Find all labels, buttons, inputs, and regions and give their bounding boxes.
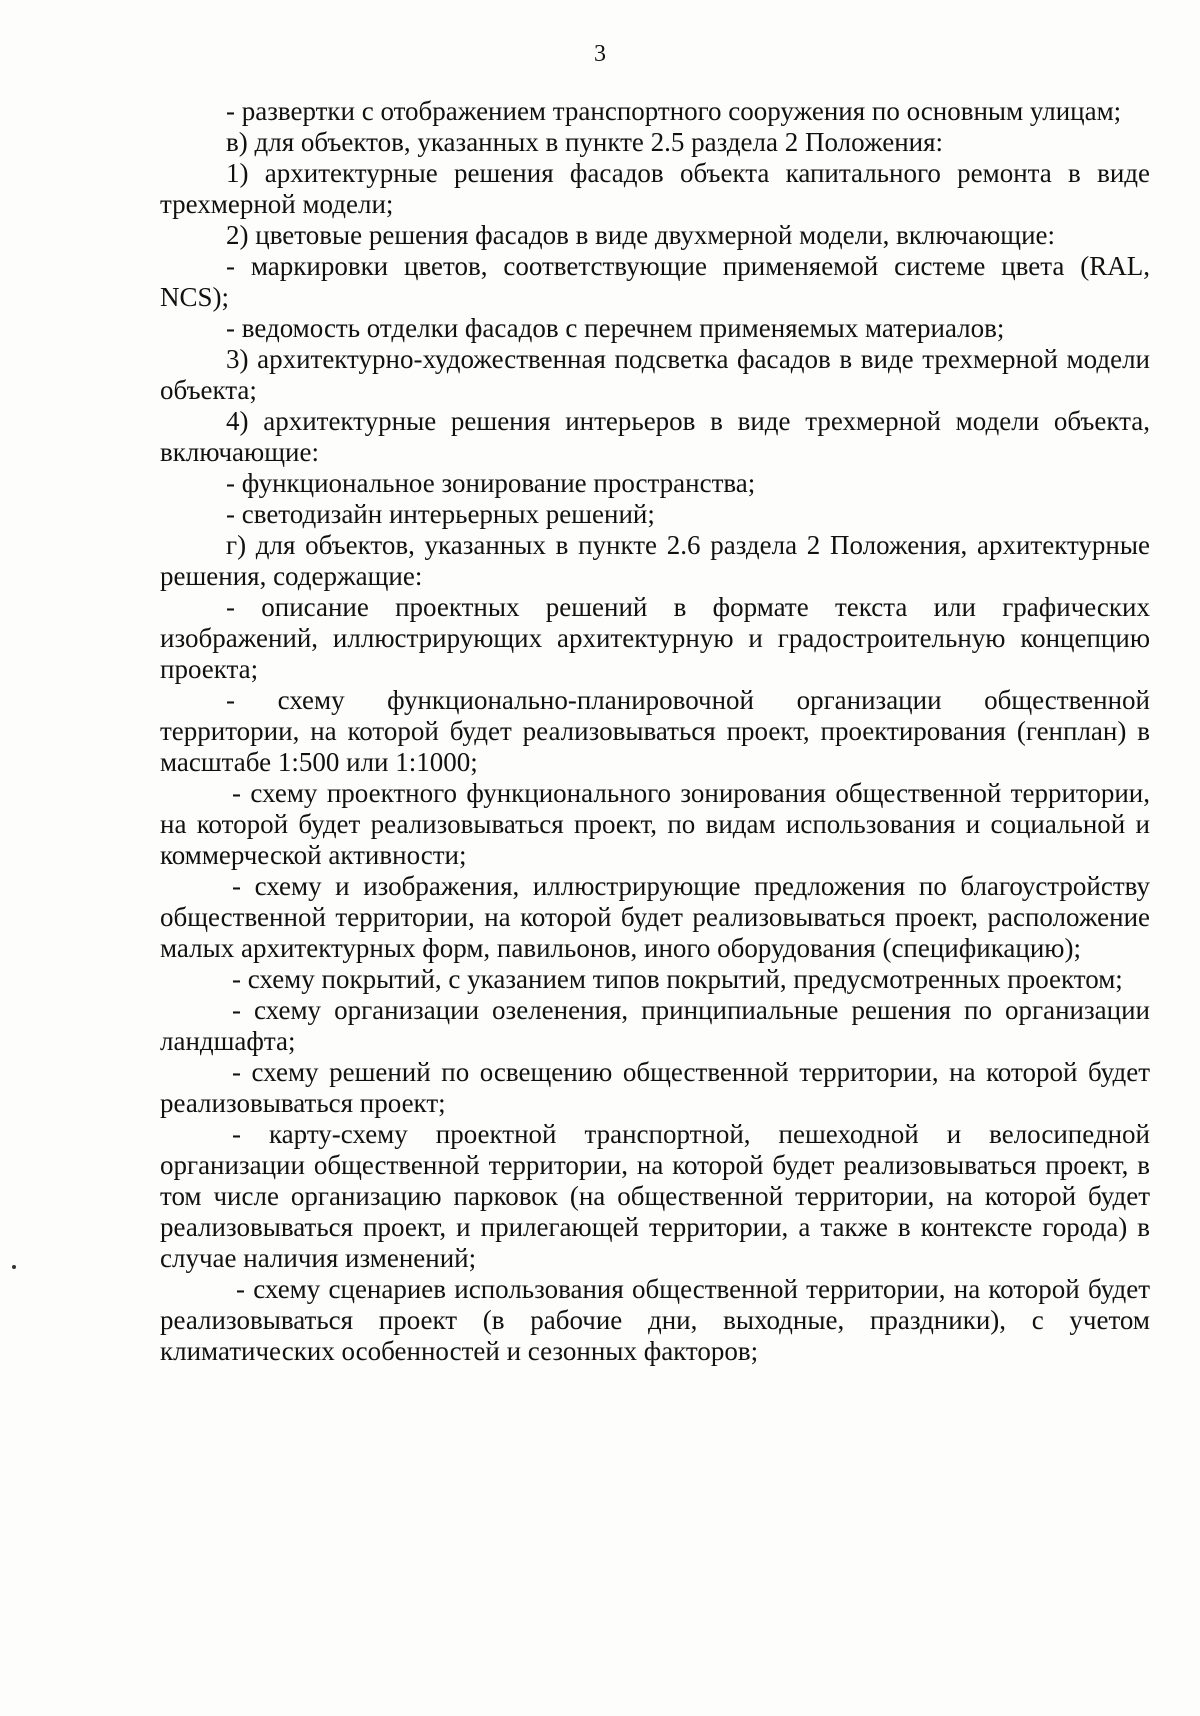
paragraph: - развертки с отображением транспортного сооружения по основным улицам; xyxy=(226,96,1122,126)
paragraph: - ведомость отделки фасадов с перечнем применяемых материалов; xyxy=(226,313,1005,343)
paragraph: г) для объектов, указанных в пункте 2.6 раздела 2 Положения, архитектурные решения, содержащие: xyxy=(160,530,1150,591)
paragraph: - схему покрытий, с указанием типов покрытий, предусмотренных проектом; xyxy=(232,964,1123,994)
paragraph: 3) архитектурно-художественная подсветка фасадов в виде трехмерной модели объекта; xyxy=(160,344,1150,405)
page-number: 3 xyxy=(594,41,606,67)
paragraph: - описание проектных решений в формате текста или графических изображений, иллюстрирующих архитектурную и градостроительную концепцию проекта; xyxy=(160,592,1150,684)
paragraph: - схему и изображения, иллюстрирующие предложения по благоустройству общественной территории, на которой будет реализовываться проект, расположение малых архитектурных форм, павильонов, иного оборудования (спецификацию); xyxy=(160,871,1150,963)
paragraph: 1) архитектурные решения фасадов объекта капитального ремонта в виде трехмерной модели; xyxy=(160,158,1150,219)
paragraph: - схему функционально-планировочной организации общественной территории, на которой будет реализовываться проект, проектирования (генплан) в масштабе 1:500 или 1:1000; xyxy=(160,685,1150,777)
paragraph: - схему решений по освещению общественной территории, на которой будет реализовываться проект; xyxy=(160,1057,1150,1118)
paragraph: - маркировки цветов, соответствующие применяемой системе цвета (RAL, NCS); xyxy=(160,251,1150,312)
document-body xyxy=(160,96,1150,1367)
paragraph: - карту-схему проектной транспортной, пешеходной и велосипедной организации общественной территории, на которой будет реализовываться проект, в том числе организацию парковок (на общественной территории, на которой будет реализовываться проект, и прилегающей территории, а также в контексте города) в случае наличия изменений; xyxy=(160,1119,1150,1273)
paragraph: - функциональное зонирование пространства; xyxy=(226,468,756,498)
paragraph: - схему сценариев использования общественной территории, на которой будет реализовываться проект (в рабочие дни, выходные, праздники), с учетом климатических особенностей и сезонных факторов; xyxy=(160,1274,1150,1366)
paragraph: - схему проектного функционального зонирования общественной территории, на которой будет реализовываться проект, по видам использования и социальной и коммерческой активности; xyxy=(160,778,1150,870)
paragraph: 4) архитектурные решения интерьеров в виде трехмерной модели объекта, включающие: xyxy=(160,406,1150,467)
paragraph: в) для объектов, указанных в пункте 2.5 раздела 2 Положения: xyxy=(226,127,944,157)
paragraph: - схему организации озеленения, принципиальные решения по организации ландшафта; xyxy=(160,995,1150,1056)
paragraph: 2) цветовые решения фасадов в виде двухмерной модели, включающие: xyxy=(226,220,1056,250)
paragraph: - светодизайн интерьерных решений; xyxy=(226,499,655,529)
scan-speck xyxy=(12,1265,16,1269)
